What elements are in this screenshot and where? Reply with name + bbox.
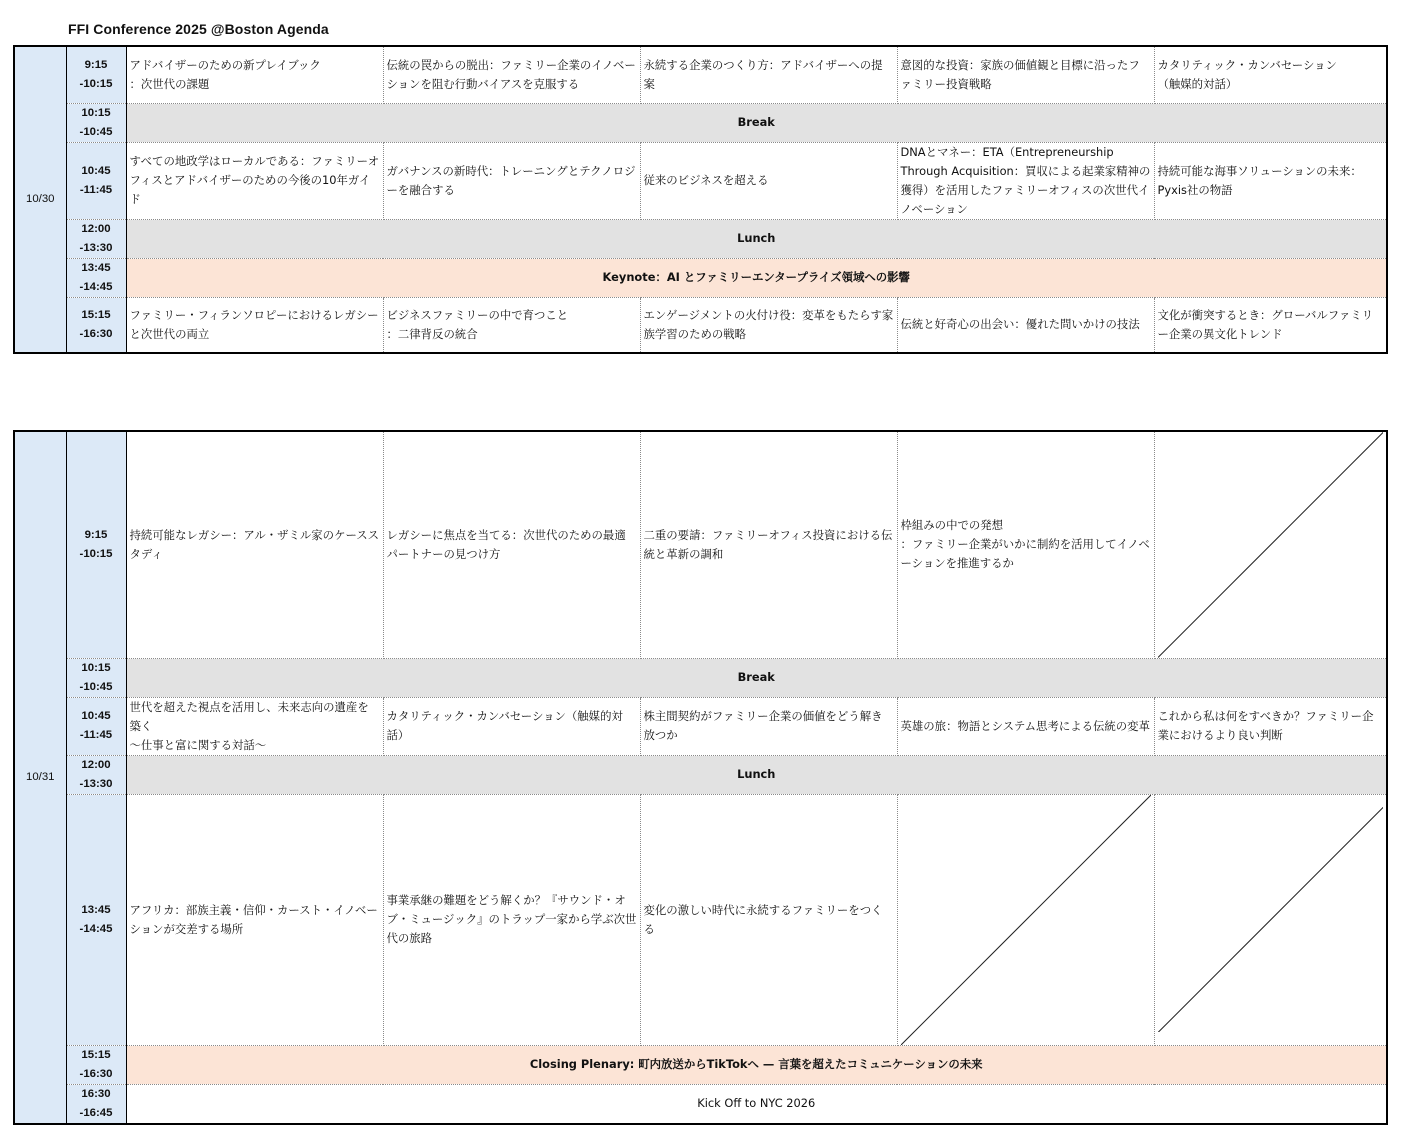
agenda-row xyxy=(14,297,1387,353)
session-cell xyxy=(383,142,640,219)
time-slot xyxy=(66,794,126,1045)
session-cell xyxy=(640,431,897,658)
session-title-line: （触媒的対話） xyxy=(1157,76,1238,91)
session-title-line: エンゲージメントの火付け役：変革をもたらす家族学習のための戦略 xyxy=(643,307,894,341)
time-start: 12:00 xyxy=(81,758,111,771)
session-cell xyxy=(126,297,383,353)
agenda-row xyxy=(14,103,1387,142)
session-title-line: 意図的な投資：家族の価値観と目標に沿ったファミリー投資戦略 xyxy=(900,57,1140,91)
time-start: 10:45 xyxy=(81,710,111,722)
page-title: FFI Conference 2025 @Boston Agenda xyxy=(68,21,329,37)
time-end: -11:45 xyxy=(79,183,113,196)
empty-session-cell xyxy=(1154,431,1387,658)
session-title-line: カタリティック・カンバセーション xyxy=(1157,57,1337,72)
agenda-row xyxy=(14,755,1387,794)
agenda-row xyxy=(14,1084,1387,1124)
empty-slot-slash xyxy=(1158,807,1384,1033)
session-title-line: 〜仕事と富に関する対話〜 xyxy=(129,737,267,752)
session-title-line: レガシーに焦点を当てる：次世代のための最適パートナーの見つけ方 xyxy=(386,527,626,561)
time-slot xyxy=(66,46,126,103)
time-start: 10:15 xyxy=(81,106,111,119)
session-title-line: ビジネスファミリーの中で育つこと xyxy=(386,307,569,322)
session-cell xyxy=(126,697,383,755)
time-slot xyxy=(66,258,126,297)
time-end: -10:45 xyxy=(79,680,113,693)
session-title-line: 持続可能なレガシー：アル・ザミル家のケーススタディ xyxy=(129,527,380,561)
session-cell xyxy=(640,142,897,219)
session-title-line: カタリティック・カンバセーション（触媒的対話） xyxy=(386,709,623,742)
agenda-row xyxy=(14,46,1387,103)
time-start: 10:45 xyxy=(81,164,111,177)
agenda-row xyxy=(14,219,1387,258)
time-start: 9:15 xyxy=(84,528,108,541)
session-title-line: 世代を超えた視点を活用し、未来志向の遺産を築く xyxy=(129,699,369,733)
time-start: 10:15 xyxy=(81,661,111,674)
time-slot xyxy=(66,431,126,658)
time-slot xyxy=(66,755,126,794)
time-end: -16:30 xyxy=(79,1067,113,1080)
session-cell xyxy=(126,142,383,219)
empty-session-cell xyxy=(897,794,1154,1045)
time-slot xyxy=(66,1084,126,1124)
session-title-line: ：次世代の課題 xyxy=(129,76,210,91)
empty-slot-slash xyxy=(1158,432,1384,658)
session-cell xyxy=(126,431,383,658)
session-cell xyxy=(1154,142,1387,219)
session-title-line: 持続可能な海事ソリューションの未来：Pyxis社の物語 xyxy=(1157,163,1362,197)
time-start: 15:15 xyxy=(81,308,111,321)
agenda-row xyxy=(14,142,1387,219)
day-date: 10/31 xyxy=(14,431,66,1124)
time-slot xyxy=(66,697,126,755)
session-cell xyxy=(897,431,1154,658)
agenda-row xyxy=(14,1045,1387,1084)
session-cell xyxy=(897,142,1154,219)
time-start: 9:15 xyxy=(84,58,108,71)
session-cell xyxy=(1154,297,1387,353)
session-title-line: ファミリー・フィランソロピーにおけるレガシーと次世代の両立 xyxy=(129,307,379,341)
session-title-line: アフリカ：部族主義・信仰・カースト・イノベーションが交差する場所 xyxy=(129,902,378,936)
time-slot xyxy=(66,1045,126,1084)
session-title-line: 事業承継の難題をどう解くか？『サウンド・オブ・ミュージック』のトラップ一家から学ぶ次世代の旅路 xyxy=(386,893,637,945)
agenda-row xyxy=(14,697,1387,755)
time-end: -11:45 xyxy=(79,729,113,741)
agenda-row xyxy=(14,794,1387,1045)
session-title-line: 従来のビジネスを超える xyxy=(643,173,769,187)
time-end: -14:45 xyxy=(79,280,113,293)
day-date: 10/30 xyxy=(14,46,66,353)
session-cell xyxy=(897,697,1154,755)
time-start: 13:45 xyxy=(81,261,111,274)
session-cell xyxy=(383,46,640,103)
time-slot xyxy=(66,297,126,353)
session-title-line: すべての地政学はローカルである：ファミリーオフィスとアドバイザーのための今後の10年ガイド xyxy=(129,154,380,206)
plenary-slot: Keynote：AI とファミリーエンタープライズ領域への影響 xyxy=(126,258,1387,297)
empty-slot-slash xyxy=(901,795,1151,1045)
session-cell xyxy=(383,697,640,755)
session-title-line: 枠組みの中での発想 xyxy=(900,518,1004,533)
session-title-line: 英雄の旅：物語とシステム思考による伝統の変革 xyxy=(900,718,1150,733)
plenary-slot: Break xyxy=(126,103,1387,142)
agenda-table-day-1 xyxy=(13,45,1388,354)
time-end: -13:30 xyxy=(79,241,113,254)
session-cell xyxy=(126,794,383,1045)
session-title-line: ：ファミリー企業がいかに制約を活用してイノベーションを推進するか xyxy=(900,537,1150,571)
session-title-line: 文化が衝突するとき：グローバルファミリー企業の異文化トレンド xyxy=(1157,307,1374,341)
agenda-row xyxy=(14,658,1387,697)
time-end: -16:45 xyxy=(79,1106,113,1119)
session-cell xyxy=(897,297,1154,353)
time-slot xyxy=(66,142,126,219)
time-end: -16:30 xyxy=(79,327,113,340)
plenary-slot: Lunch xyxy=(126,219,1387,258)
session-title-line: これから私は何をすべきか？ファミリー企業におけるより良い判断 xyxy=(1157,709,1374,742)
session-title-line: ：二律背反の統合 xyxy=(386,326,478,341)
session-title-line: 二重の要請：ファミリーオフィス投資における伝統と革新の調和 xyxy=(643,527,893,561)
agenda-table-day-2 xyxy=(13,430,1388,1125)
plenary-slot: Lunch xyxy=(126,755,1387,794)
time-slot xyxy=(66,103,126,142)
session-cell xyxy=(640,297,897,353)
session-title-line: 永続する企業のつくり方：アドバイザーへの提案 xyxy=(643,57,883,91)
time-end: -10:15 xyxy=(79,77,113,90)
time-end: -13:30 xyxy=(79,777,113,790)
session-cell xyxy=(897,46,1154,103)
session-title-line: DNAとマネー：ETA（Entrepreneurship Through Acquisition：買収による起業家精神の獲得）を活用したファミリーオフィスの次世代イノベーション xyxy=(900,144,1151,216)
session-cell xyxy=(383,431,640,658)
agenda-row xyxy=(14,431,1387,658)
time-end: -10:45 xyxy=(79,125,113,138)
session-cell xyxy=(1154,46,1387,103)
session-title-line: 株主間契約がファミリー企業の価値をどう解き放つか xyxy=(643,709,883,742)
time-start: 13:45 xyxy=(81,903,111,916)
plenary-slot: Kick Off to NYC 2026 xyxy=(126,1084,1387,1124)
plenary-slot: Break xyxy=(126,658,1387,697)
session-title-line: 変化の激しい時代に永続するファミリーをつくる xyxy=(643,902,883,936)
time-end: -10:15 xyxy=(79,547,113,560)
session-cell xyxy=(126,46,383,103)
session-title-line: アドバイザーのための新プレイブック xyxy=(129,57,321,72)
time-slot xyxy=(66,658,126,697)
empty-session-cell xyxy=(1154,794,1387,1045)
agenda-row xyxy=(14,258,1387,297)
session-title-line: 伝統の罠からの脱出：ファミリー企業のイノベーションを阻む行動バイアスを克服する xyxy=(386,57,636,91)
time-slot xyxy=(66,219,126,258)
time-start: 12:00 xyxy=(81,222,111,235)
plenary-slot: Closing Plenary: 町内放送からTikTokへ — 言葉を超えたコミュニケーションの未来 xyxy=(126,1045,1387,1084)
time-start: 15:15 xyxy=(81,1048,111,1061)
session-cell xyxy=(383,794,640,1045)
time-start: 16:30 xyxy=(81,1087,111,1100)
session-title-line: ガバナンスの新時代：トレーニングとテクノロジーを融合する xyxy=(386,163,636,197)
session-cell xyxy=(1154,697,1387,755)
session-cell xyxy=(640,46,897,103)
session-cell xyxy=(383,297,640,353)
session-title-line: 伝統と好奇心の出会い：優れた問いかけの技法 xyxy=(900,317,1140,332)
session-cell xyxy=(640,697,897,755)
time-end: -14:45 xyxy=(79,922,113,935)
session-cell xyxy=(640,794,897,1045)
